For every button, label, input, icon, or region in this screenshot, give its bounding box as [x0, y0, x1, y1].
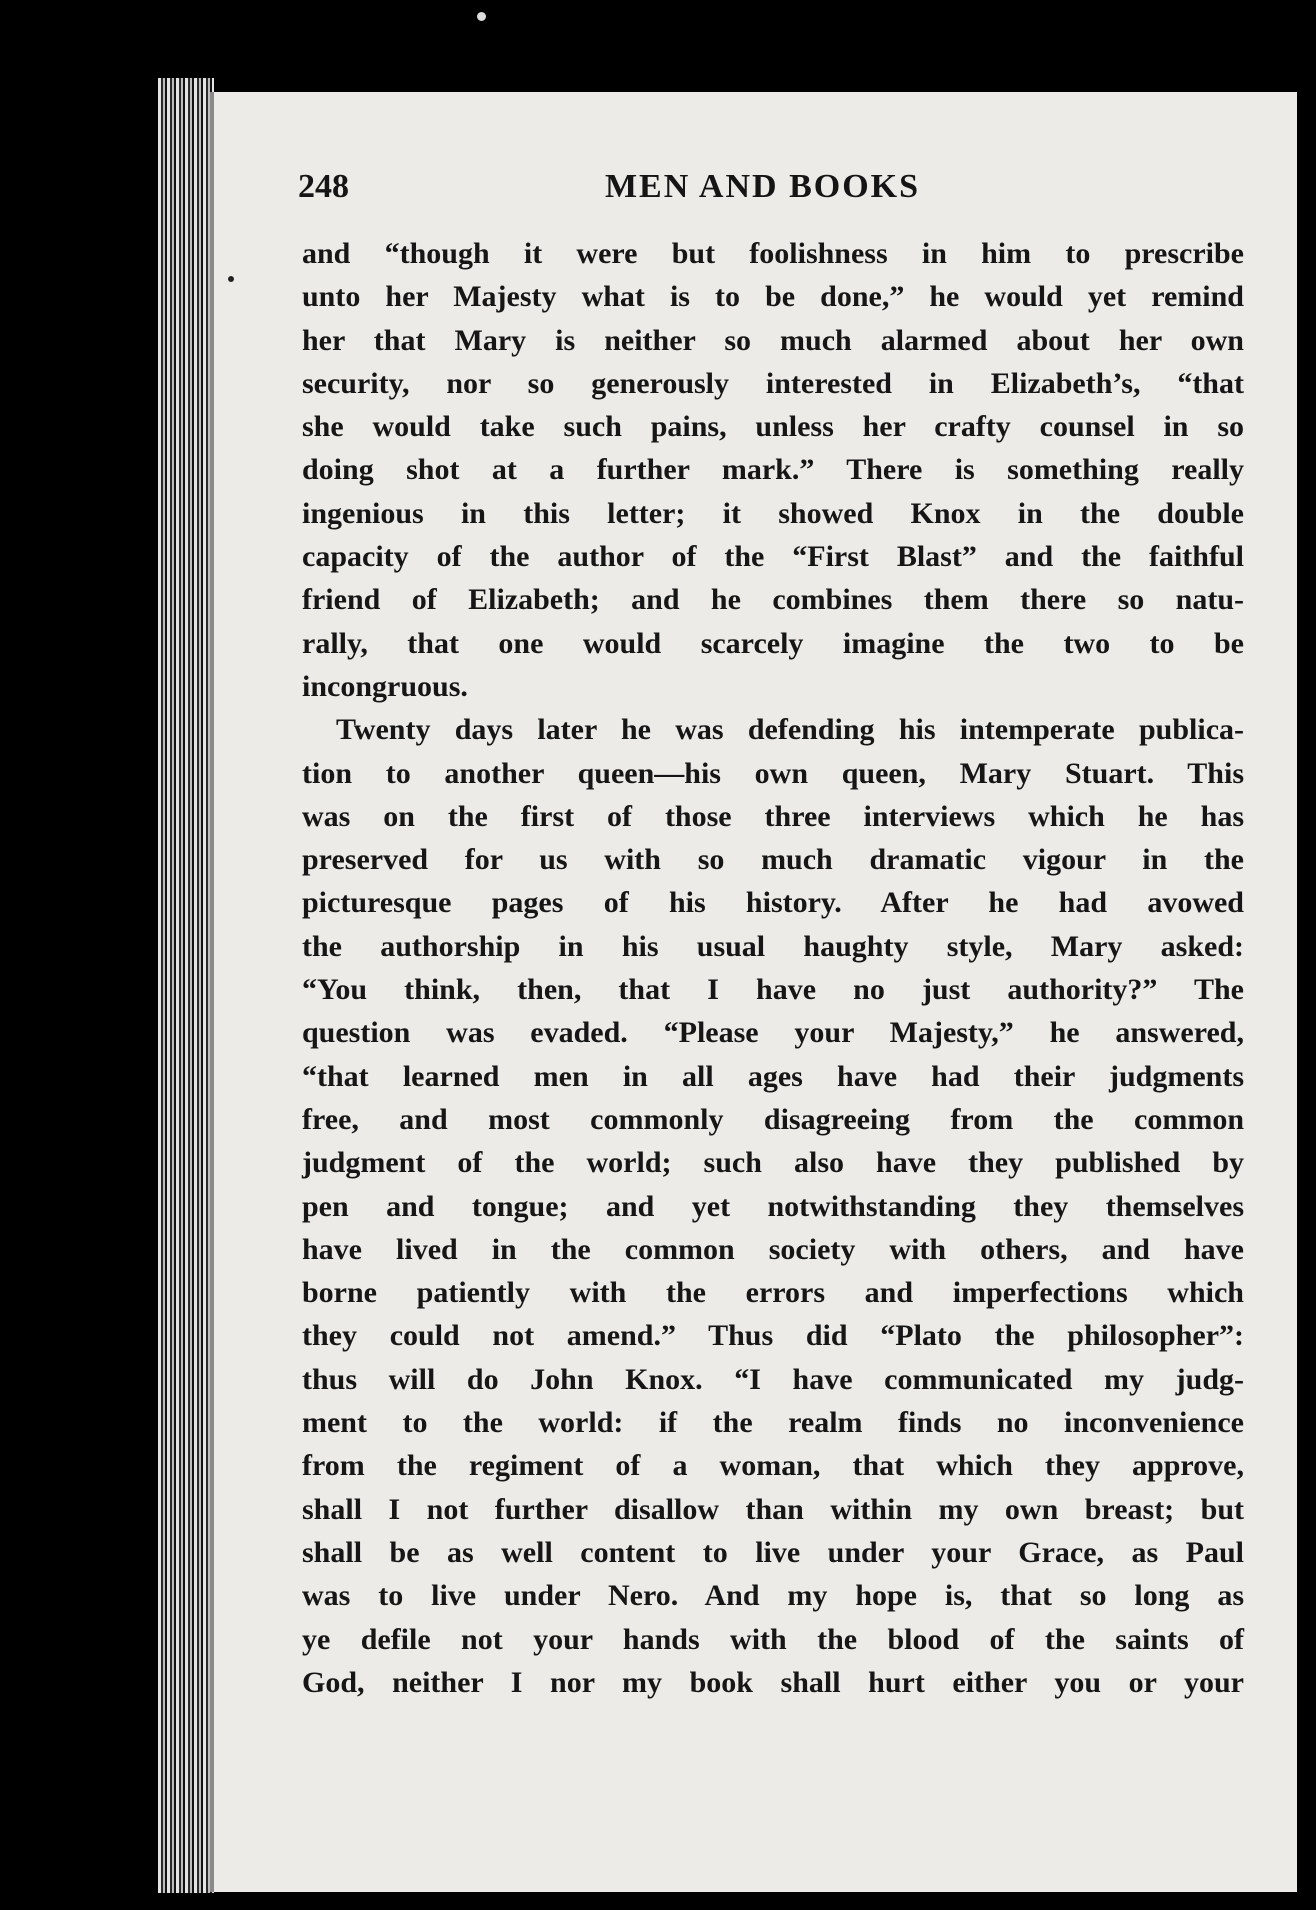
text-line: the authorship in his usual haughty style, Mary asked: — [302, 929, 1244, 963]
text-line: thus will do John Knox. “I have communicated my judg- — [302, 1362, 1244, 1396]
text-line: borne patiently with the errors and imperfections which — [302, 1276, 1244, 1310]
page-edges — [158, 78, 214, 1893]
text-line: security, nor so generously interested in Elizabeth’s, “that — [302, 366, 1244, 400]
scan-speck — [477, 12, 486, 21]
text-line: was on the first of those three interviews which he has — [302, 799, 1244, 833]
page-header — [298, 168, 1227, 218]
text-line: have lived in the common society with others, and have — [302, 1232, 1244, 1266]
text-line: and “though it were but foolishness in him to prescribe — [302, 237, 1244, 270]
text-line: preserved for us with so much dramatic vigour in the — [302, 843, 1244, 877]
text-line: capacity of the author of the “First Blast” and the faithful — [302, 540, 1244, 574]
text-line: was to live under Nero. And my hope is, that so long as — [302, 1579, 1244, 1613]
text-line: they could not amend.” Thus did “Plato the philosopher”: — [302, 1319, 1244, 1353]
text-line: shall I not further disallow than within my own breast; but — [302, 1492, 1244, 1526]
text-line: she would take such pains, unless her crafty counsel in so — [302, 410, 1244, 444]
text-line: rally, that one would scarcely imagine the two to be — [302, 626, 1244, 660]
text-line: ye defile not your hands with the blood of the saints of — [302, 1622, 1244, 1656]
text-line: judgment of the world; such also have they published by — [302, 1146, 1244, 1180]
text-line: pen and tongue; and yet notwithstanding they themselves — [302, 1189, 1244, 1223]
margin-mark — [228, 276, 234, 282]
text-line: free, and most commonly disagreeing from the common — [302, 1102, 1244, 1136]
text-line: picturesque pages of his history. After he had avowed — [302, 886, 1244, 920]
text-line: unto her Majesty what is to be done,” he would yet remind — [302, 280, 1244, 314]
text-line: “You think, then, that I have no just authority?” The — [302, 973, 1244, 1007]
text-line: shall be as well content to live under your Grace, as Paul — [302, 1535, 1244, 1569]
text-line: friend of Elizabeth; and he combines them there so natu- — [302, 583, 1244, 617]
text-line: “that learned men in all ages have had their judgments — [302, 1059, 1244, 1093]
text-line: her that Mary is neither so much alarmed about her own — [302, 323, 1244, 357]
page-number: 248 — [298, 168, 349, 205]
text-line: question was evaded. “Please your Majesty,” he answered, — [302, 1016, 1244, 1050]
book-page — [210, 92, 1297, 1892]
text-line: ingenious in this letter; it showed Knox in the double — [302, 496, 1244, 530]
text-line: doing shot at a further mark.” There is something really — [302, 453, 1244, 487]
body-text — [302, 232, 1244, 1704]
text-line: from the regiment of a woman, that which they approve, — [302, 1449, 1244, 1483]
text-line: ment to the world: if the realm finds no inconvenience — [302, 1406, 1244, 1440]
text-line: tion to another queen—his own queen, Mary Stuart. This — [302, 756, 1244, 790]
text-line: God, neither I nor my book shall hurt either you or your — [302, 1665, 1244, 1699]
text-line: Twenty days later he was defending his intemperate publica- — [336, 713, 1244, 747]
running-title: MEN AND BOOKS — [604, 168, 921, 205]
text-line: incongruous. — [302, 669, 468, 703]
